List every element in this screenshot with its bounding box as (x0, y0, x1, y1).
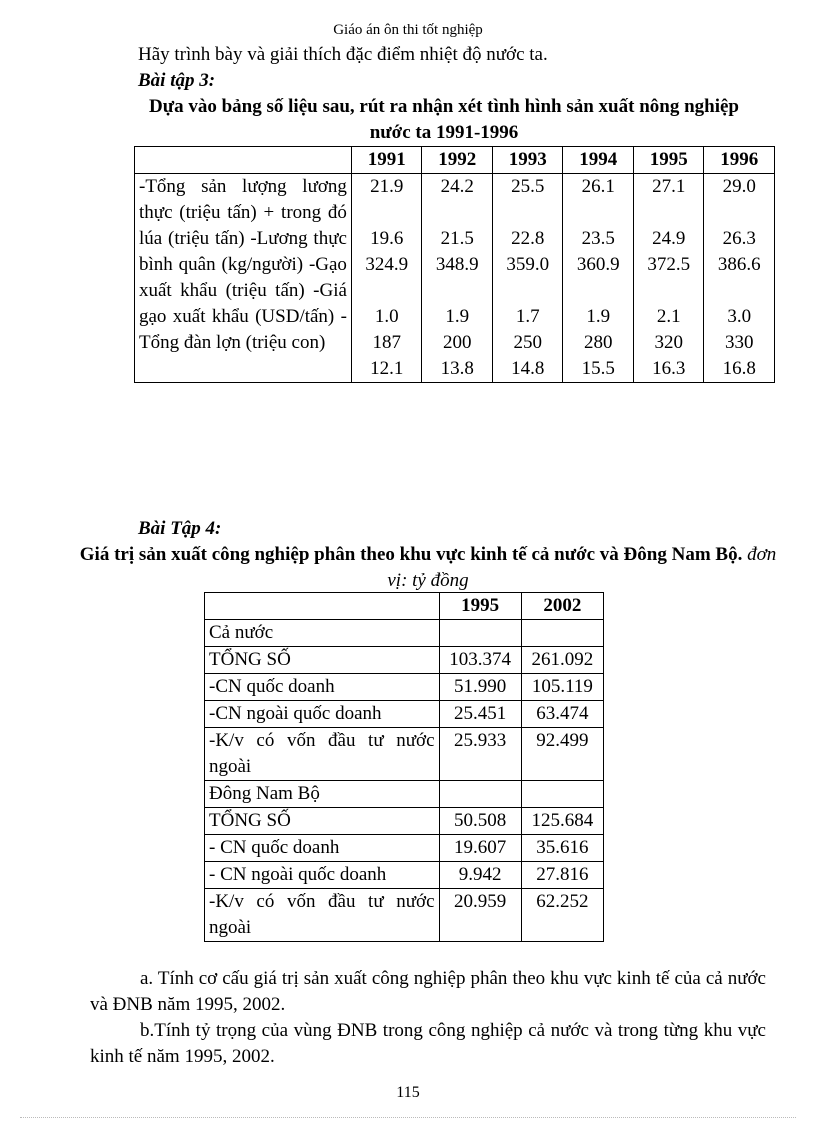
table-cell-value: 15.5 (581, 358, 615, 379)
table-cell-value: 27.816 (521, 862, 603, 889)
row-label: - CN quốc doanh (205, 835, 440, 862)
table-cell-value: 20.959 (439, 889, 521, 942)
page-bottom-divider (20, 1117, 796, 1118)
table-cell-value (563, 278, 633, 304)
table-cell-value (521, 620, 603, 647)
table-cell-value: 348.9 (435, 254, 479, 275)
year-header: 1992 (422, 147, 493, 174)
table-cell-value (704, 200, 774, 226)
indicator-labels: -Tổng sản lượng lương thực (triệu tấn) + trong đó lúa (triệu tấn) -Lương thực bình quân (kg/người) -Gạo xuất khẩu (triệu tấn) -Giá gạo xuất khẩu (USD/tấn) -Tổng đàn lợn (triệu con) (135, 174, 352, 383)
page-number: 115 (396, 1084, 420, 1101)
table-cell-value (422, 200, 492, 226)
table-cell-value (634, 200, 704, 226)
year-header: 1993 (492, 147, 563, 174)
question-a: a. Tính cơ cấu giá trị sản xuất công nghiệp phân theo khu vực kinh tế của cả nước và ĐNB năm 1995, 2002. (90, 968, 766, 1015)
table-cell-value (422, 278, 492, 304)
table-cell-value: 280 (583, 332, 613, 353)
table-cell-value: 51.990 (439, 674, 521, 701)
table-cell-value: 21.5 (440, 228, 474, 249)
table-cell-value: 3.0 (727, 306, 752, 327)
table-cell-value: 25.451 (439, 701, 521, 728)
table-cell-value: 25.5 (511, 176, 545, 197)
table-cell-value: 16.3 (652, 358, 686, 379)
table-cell-value (493, 200, 563, 226)
table-cell-value: 62.252 (521, 889, 603, 942)
table-cell-value: 330 (724, 332, 754, 353)
year-header: 1994 (563, 147, 634, 174)
exercise-4-title (70, 542, 786, 594)
table-cell-value: 22.8 (511, 228, 545, 249)
row-label: - CN ngoài quốc doanh (205, 862, 440, 889)
intro-question: Hãy trình bày và giải thích đặc điểm nhiệt độ nước ta. (138, 44, 548, 65)
table-cell-value (352, 200, 422, 226)
table-row (205, 620, 604, 647)
table-cell-value (493, 278, 563, 304)
table-cell-value: 2.1 (656, 306, 681, 327)
row-label: -CN quốc doanh (205, 674, 440, 701)
table-cell-value: 24.2 (440, 176, 474, 197)
year-header: 1995 (633, 147, 704, 174)
table-cell-value: 26.3 (722, 228, 756, 249)
year-header: 1991 (351, 147, 422, 174)
table-cell-value (352, 278, 422, 304)
table-header-empty (205, 593, 440, 620)
table-cell-value (439, 620, 521, 647)
year-column-1991 (351, 174, 422, 383)
unit-label: đơn vị: tỷ đồng (387, 544, 777, 591)
industry-table (204, 592, 604, 942)
year-column-1994 (563, 174, 634, 383)
table-cell-value: 1.7 (515, 306, 540, 327)
table-row (205, 647, 604, 674)
table-cell-value: 21.9 (370, 176, 404, 197)
table-cell-value (704, 278, 774, 304)
table-cell-value: 23.5 (581, 228, 615, 249)
question-b: b.Tính tỷ trọng của vùng ĐNB trong công nghiệp cả nước và trong từng khu vực kinh tế năm 1995, 2002. (90, 1020, 766, 1067)
table-cell-value: 386.6 (717, 254, 761, 275)
table-cell-value: 14.8 (511, 358, 545, 379)
year-column-1996 (704, 174, 775, 383)
agriculture-table (134, 146, 775, 383)
year-header: 1996 (704, 147, 775, 174)
table-row (205, 674, 604, 701)
year-header: 1995 (439, 593, 521, 620)
table-cell-value: 35.616 (521, 835, 603, 862)
table-cell-value: 63.474 (521, 701, 603, 728)
table-cell-value: 125.684 (521, 808, 603, 835)
table-cell-value: 1.0 (374, 306, 399, 327)
table-cell-value: 261.092 (521, 647, 603, 674)
table-cell-value: 19.607 (439, 835, 521, 862)
table-cell-value: 26.1 (581, 176, 615, 197)
exercise-4-title-text: Giá trị sản xuất công nghiệp phân theo khu vực kinh tế cả nước và Đông Nam Bộ. (79, 544, 743, 565)
table-cell-value: 13.8 (440, 358, 474, 379)
table-cell-value: 1.9 (586, 306, 611, 327)
table-cell-value: 360.9 (576, 254, 620, 275)
row-label: -K/v có vốn đầu tư nước ngoài (205, 728, 440, 781)
table-cell-value: 105.119 (521, 674, 603, 701)
table-cell-value (563, 200, 633, 226)
table-cell-value: 16.8 (722, 358, 756, 379)
table-cell-value: 320 (654, 332, 683, 353)
table-row (205, 808, 604, 835)
table-cell-value: 359.0 (506, 254, 550, 275)
exercise-3-label: Bài tập 3: (138, 70, 216, 91)
exercise-4-label: Bài Tập 4: (138, 518, 222, 539)
exercise-3-title: Dựa vào bảng số liệu sau, rút ra nhận xét tình hình sản xuất nông nghiệp nước ta 1991-1996 (148, 96, 739, 143)
table-row (205, 889, 604, 942)
year-column-1995 (633, 174, 704, 383)
year-column-1992 (422, 174, 493, 383)
table-row (205, 862, 604, 889)
table-cell-value: 9.942 (439, 862, 521, 889)
table-cell-value: 200 (442, 332, 472, 353)
table-cell-value: 27.1 (652, 176, 686, 197)
table-cell-value: 324.9 (365, 254, 409, 275)
table-cell-value: 19.6 (370, 228, 404, 249)
table-row (205, 781, 604, 808)
row-label: Đông Nam Bộ (205, 781, 440, 808)
table-cell-value: 25.933 (439, 728, 521, 781)
row-label: -K/v có vốn đầu tư nước ngoài (205, 889, 440, 942)
table-row (205, 701, 604, 728)
table-cell-value: 50.508 (439, 808, 521, 835)
table-cell-value: 103.374 (439, 647, 521, 674)
table-cell-value: 250 (513, 332, 542, 353)
table-cell-value: 29.0 (722, 176, 756, 197)
table-cell-value: 92.499 (521, 728, 603, 781)
table-cell-value: 12.1 (370, 358, 404, 379)
table-cell-value: 372.5 (647, 254, 691, 275)
table-row (205, 835, 604, 862)
row-label: TỔNG SỐ (205, 808, 440, 835)
year-column-1993 (492, 174, 563, 383)
row-label: Cả nước (205, 620, 440, 647)
row-label: TỔNG SỐ (205, 647, 440, 674)
table-cell-value (439, 781, 521, 808)
table-header-empty (135, 147, 352, 174)
table-cell-value: 187 (372, 332, 401, 353)
table-cell-value (634, 278, 704, 304)
year-header: 2002 (521, 593, 603, 620)
table-cell-value (521, 781, 603, 808)
table-cell-value: 1.9 (445, 306, 470, 327)
table-cell-value: 24.9 (652, 228, 686, 249)
table-row (205, 728, 604, 781)
page-header: Giáo án ôn thi tốt nghiệp (333, 22, 483, 38)
row-label: -CN ngoài quốc doanh (205, 701, 440, 728)
